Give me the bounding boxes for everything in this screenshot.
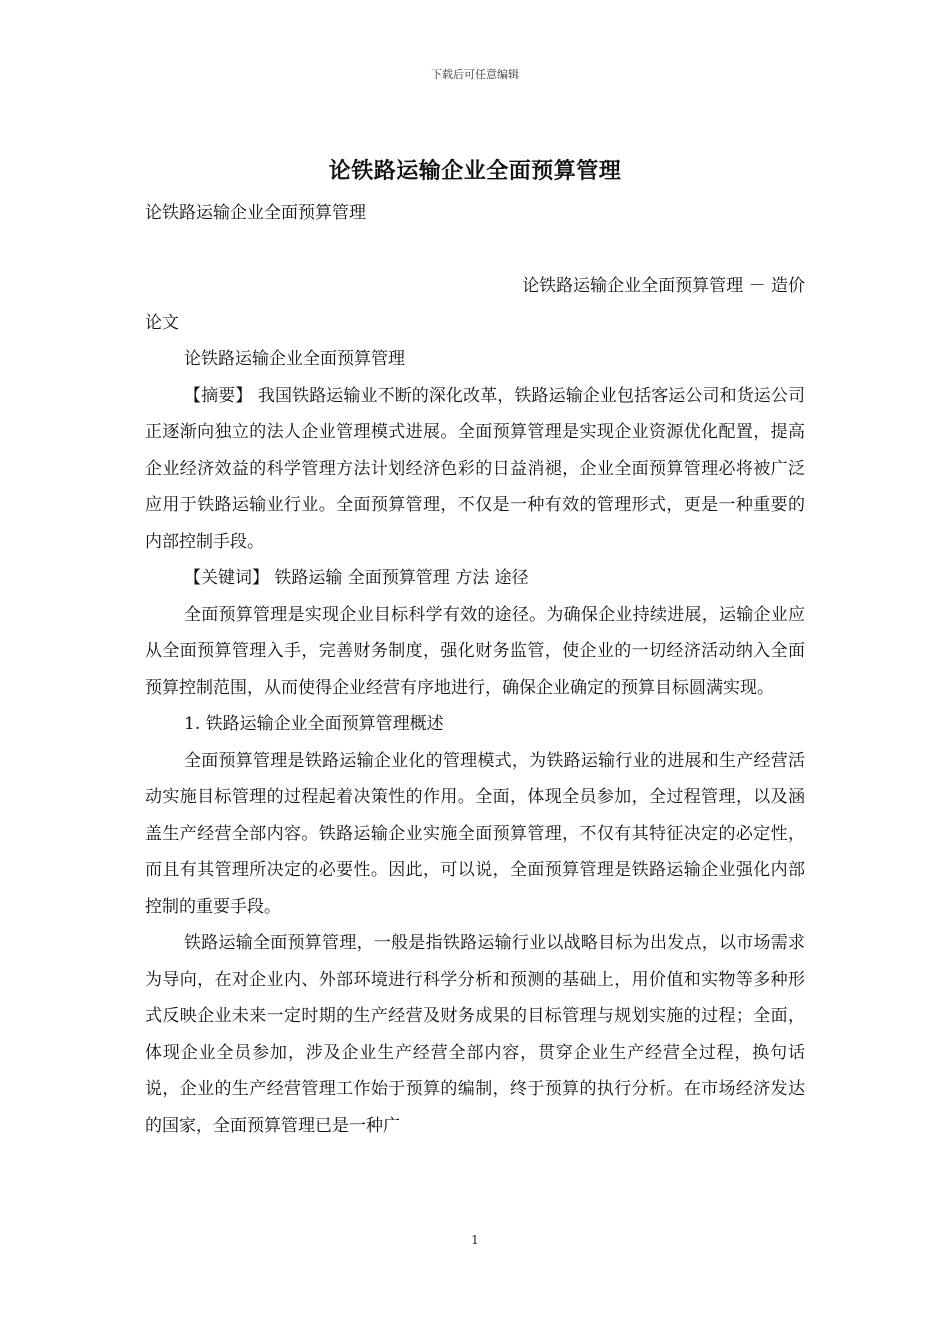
byline: 论铁路运输企业全面预算管理 － 造价	[522, 276, 805, 296]
subtitle: 论铁路运输企业全面预算管理	[145, 203, 366, 223]
page-header: 下载后可任意编辑	[431, 68, 519, 81]
body-paragraph: 全面预算管理是实现企业目标科学有效的途径。为确保企业持续进展，运输企业应从全面预算管理入手，完善财务制度，强化财务监管，使企业的一切经济活动纳入全面预算控制范围，从而使得企业经营有序地进行，确保企业确定的预算目标圆满实现。	[145, 604, 805, 698]
keywords-line: 【关键词】 铁路运输 全面预算管理 方法 途径	[184, 568, 529, 588]
intro-title: 论铁路运输企业全面预算管理	[184, 349, 405, 369]
abstract-paragraph: 【摘要】 我国铁路运输业不断的深化改革，铁路运输企业包括客运公司和货运公司正逐渐向独立的法人企业管理模式进展。全面预算管理是实现企业资源优化配置，提高企业经济效益的科学管理方法计划经济色彩的日益消褪，企业全面预算管理必将被广泛应用于铁路运输业行业。全面预算管理，不仅是一种有效的管理形式，更是一种重要的内部控制手段。	[145, 385, 805, 552]
body-paragraph: 全面预算管理是铁路运输企业化的管理模式，为铁路运输行业的进展和生产经营活动实施目标管理的过程起着决策性的作用。全面，体现全员参加，全过程管理，以及涵盖生产经营全部内容。铁路运输企业实施全面预算管理，不仅有其特征决定的必定性，而且有其管理所决定的必要性。因此，可以说，全面预算管理是铁路运输企业强化内部控制的重要手段。	[145, 750, 805, 917]
byline-continuation: 论文	[145, 312, 179, 333]
blank-line	[145, 232, 805, 269]
document-title: 论铁路运输企业全面预算管理	[328, 158, 622, 184]
document-body	[145, 195, 805, 1144]
body-paragraph: 铁路运输全面预算管理，一般是指铁路运输行业以战略目标为出发点，以市场需求为导向，在对企业内、外部环境进行科学分析和预测的基础上，用价值和实物等多种形式反映企业未来一定时期的生产经营及财务成果的目标管理与规划实施的过程；全面，体现企业全员参加，涉及企业生产经营全部内容，贯穿企业生产经营全过程，换句话说，企业的生产经营管理工作始于预算的编制，终于预算的执行分析。在市场经济发达的国家，全面预算管理已是一种广	[145, 933, 805, 1136]
section-heading: 1. 铁路运输企业全面预算管理概述	[184, 714, 444, 734]
page-number: 1	[471, 1233, 479, 1247]
